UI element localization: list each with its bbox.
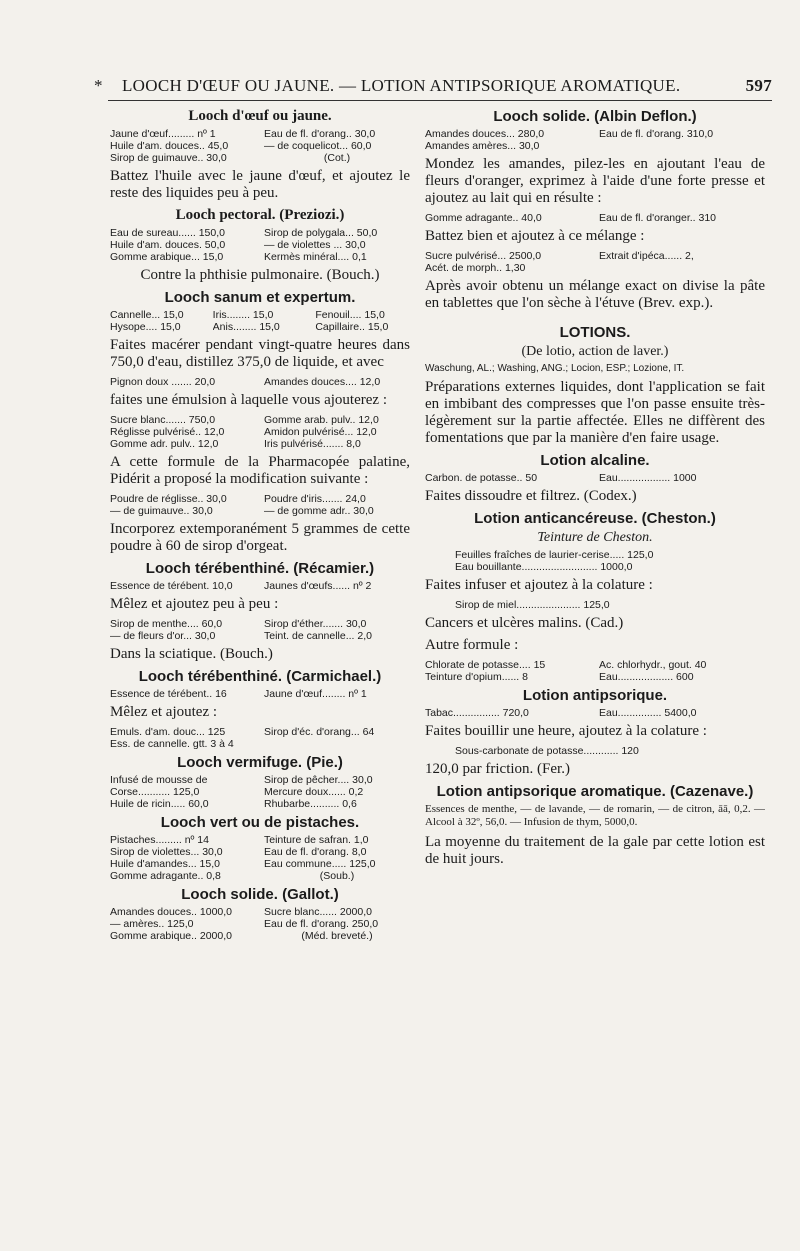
ingredient-table bbox=[110, 834, 410, 882]
ingredient-line: Infusé de mousse de bbox=[110, 774, 208, 786]
formula-text: Essences de menthe, — de lavande, — de romarin, — de citron, āā, 0,2. — Alcool à 32º, 56,0. — Infusion de thym, 5000,0. bbox=[425, 803, 765, 828]
instruction-text: La moyenne du traitement de la gale par cette lotion est de huit jours. bbox=[425, 834, 765, 867]
instruction-text: Faites bouillir une heure, ajoutez à la colature : bbox=[425, 723, 707, 739]
instruction-text: Mondez les amandes, pilez-les en ajoutant l'eau de fleurs d'oranger, exprimez à l'aide d'une forte presse et ajoutez au lait qui en résulte : bbox=[425, 156, 765, 206]
ingredient-line: Gomme arabique... 15,0 bbox=[110, 251, 224, 263]
instruction-text: Faites macérer pendant vingt-quatre heures dans 750,0 d'eau, distillez 375,0 de liquide, et avec bbox=[110, 337, 410, 370]
ingredient-line: Amandes douces.. 1000,0 bbox=[110, 906, 233, 918]
ingredient-table bbox=[425, 745, 765, 757]
ingredient-table bbox=[110, 309, 410, 333]
ingredient-line: Iris pulvérisé....... 8,0 bbox=[264, 438, 361, 450]
ingredient-line: Pistaches......... nº 14 bbox=[110, 834, 209, 846]
ingredient-line: Feuilles fraîches de laurier-cerise..... 125,0 bbox=[455, 549, 654, 561]
ingredient-line: Acét. de morph.. 1,30 bbox=[425, 262, 526, 274]
instruction-text: 120,0 par friction. (Fer.) bbox=[425, 761, 570, 777]
translations-line bbox=[425, 363, 765, 375]
ingredient-line: Sirop de pêcher.... 30,0 bbox=[264, 774, 373, 786]
ingredient-table bbox=[110, 726, 410, 750]
running-title: LOOCH D'ŒUF OU JAUNE. — LOTION ANTIPSORIQUE AROMATIQUE. bbox=[122, 76, 681, 95]
definition-text: Préparations externes liquides, dont l'application se fait en imbibant des compresses que l'on passe ensuite très-légèrement sur la partie affectée. Elles ne diffèrent des fomentations que par la manière d'en faire usage. bbox=[425, 379, 765, 446]
section-title: Looch pectoral. (Preziozi.) bbox=[175, 207, 345, 223]
ingredient-line: — de coquelicot... 60,0 bbox=[264, 140, 372, 152]
instruction-text: faites une émulsion à laquelle vous ajouterez : bbox=[110, 392, 387, 408]
ingredient-line: — de gomme adr.. 30,0 bbox=[264, 505, 374, 517]
ingredient-table bbox=[110, 493, 410, 517]
source-attribution: (Méd. breveté.) bbox=[301, 930, 373, 942]
ingredient-table bbox=[425, 472, 765, 484]
section-title: Looch d'œuf ou jaune. bbox=[188, 108, 332, 124]
section-title: Lotion antipsorique. bbox=[522, 687, 668, 704]
running-header bbox=[94, 76, 772, 101]
section-title: Lotion antipsorique aromatique. (Cazenave.) bbox=[436, 783, 754, 800]
ingredient-line: Essence de térébent.. 16 bbox=[110, 688, 227, 700]
ingredient-line: Gomme arabique.. 2000,0 bbox=[110, 930, 232, 942]
ingredient-line: Eau de fl. d'orang. 310,0 bbox=[599, 128, 714, 140]
ingredient-line: Ac. chlorhydr., gout. 40 bbox=[599, 659, 707, 671]
instruction-text: Battez bien et ajoutez à ce mélange : bbox=[425, 228, 645, 244]
ingredient-line: Gomme adragante.. 40,0 bbox=[425, 212, 542, 224]
right-column bbox=[425, 104, 765, 1204]
instruction-text: Faites infuser et ajoutez à la colature : bbox=[425, 577, 653, 593]
ingredient-line: Anis........ 15,0 bbox=[212, 321, 280, 333]
source-attribution: (Cot.) bbox=[323, 152, 351, 164]
instruction-text: Faites dissoudre et filtrez. (Codex.) bbox=[425, 488, 637, 504]
section-title: Lotion alcaline. bbox=[540, 452, 650, 469]
translations-text: Waschung, AL.; Washing, ANG.; Locion, ESP.; Lozione, IT. bbox=[425, 363, 685, 374]
ingredient-table bbox=[110, 414, 410, 450]
ingredient-line: — de guimauve.. 30,0 bbox=[110, 505, 213, 517]
ingredient-line: Sirop de miel...................... 125,0 bbox=[455, 599, 610, 611]
instruction-text: Battez l'huile avec le jaune d'œuf, et ajoutez le reste des liquides peu à peu. bbox=[110, 168, 410, 201]
ingredient-line: Gomme arab. pulv.. 12,0 bbox=[264, 414, 379, 426]
ingredient-table bbox=[425, 549, 765, 573]
ingredient-line: Huile de ricin..... 60,0 bbox=[110, 798, 209, 810]
ingredient-line: — de violettes ... 30,0 bbox=[264, 239, 366, 251]
ingredient-line: Sucre blanc...... 2000,0 bbox=[264, 906, 372, 918]
ingredient-line: Teinture d'opium...... 8 bbox=[425, 671, 528, 683]
ingredient-line: Eau.................. 1000 bbox=[599, 472, 697, 484]
ingredient-line: Poudre de réglisse.. 30,0 bbox=[110, 493, 227, 505]
chapter-title: LOTIONS. bbox=[559, 324, 631, 341]
section-title: Looch vermifuge. (Pie.) bbox=[177, 754, 343, 771]
ingredient-line: Sirop d'éc. d'orang... 64 bbox=[264, 726, 375, 738]
section-title: Lotion anticancéreuse. (Cheston.) bbox=[474, 510, 716, 527]
etymology-line: (De lotio, action de laver.) bbox=[521, 344, 669, 359]
ingredient-line: Huile d'am. douces. 50,0 bbox=[110, 239, 226, 251]
ingredient-line: Chlorate de potasse.... 15 bbox=[425, 659, 546, 671]
section-title: Looch térébenthiné. (Carmichael.) bbox=[138, 668, 382, 685]
ingredient-line: Iris........ 15,0 bbox=[212, 309, 274, 321]
instruction-text: Contre la phthisie pulmonaire. (Bouch.) bbox=[140, 267, 380, 283]
ingredient-line: Eau de fl. d'orang. 250,0 bbox=[264, 918, 379, 930]
ingredient-table bbox=[110, 774, 410, 810]
ingredient-line: Carbon. de potasse.. 50 bbox=[425, 472, 538, 484]
ingredient-line: Corse........... 125,0 bbox=[110, 786, 200, 798]
ingredient-line: Jaune d'œuf......... nº 1 bbox=[110, 128, 216, 140]
ingredient-line: Sucre blanc....... 750,0 bbox=[110, 414, 216, 426]
ingredient-table bbox=[425, 599, 765, 611]
left-column bbox=[110, 104, 410, 1204]
ingredient-line: Gomme adr. pulv.. 12,0 bbox=[110, 438, 219, 450]
instruction-text: Cancers et ulcères malins. (Cad.) bbox=[425, 615, 624, 631]
ingredient-line: Amandes amères... 30,0 bbox=[425, 140, 540, 152]
ingredient-line: Sirop de violettes... 30,0 bbox=[110, 846, 223, 858]
ingredient-table bbox=[110, 618, 410, 642]
ingredient-line: Extrait d'ipéca...... 2, bbox=[599, 250, 694, 262]
instruction-text: A cette formule de la Pharmacopée palatine, Pidérit a proposé la modification suivante : bbox=[110, 454, 410, 487]
instruction-text: Incorporez extemporanément 5 grammes de cette poudre à 60 de sirop d'orgeat. bbox=[110, 521, 410, 554]
ingredient-line: Teinture de safran. 1,0 bbox=[264, 834, 369, 846]
instruction-text: Dans la sciatique. (Bouch.) bbox=[110, 646, 273, 662]
ingredient-line: — amères.. 125,0 bbox=[110, 918, 194, 930]
ingredient-line: Capillaire.. 15,0 bbox=[315, 321, 389, 333]
ingredient-line: Ess. de cannelle. gtt. 3 à 4 bbox=[110, 738, 234, 750]
ingredient-line: Rhubarbe.......... 0,6 bbox=[264, 798, 357, 810]
ingredient-line: Sirop de guimauve.. 30,0 bbox=[110, 152, 227, 164]
ingredient-line: Poudre d'iris....... 24,0 bbox=[264, 493, 366, 505]
ingredient-table bbox=[425, 128, 765, 152]
ingredient-line: Cannelle... 15,0 bbox=[110, 309, 184, 321]
page-number: 597 bbox=[745, 76, 772, 95]
ingredient-line: Jaunes d'œufs...... nº 2 bbox=[264, 580, 372, 592]
ingredient-line: Huile d'amandes... 15,0 bbox=[110, 858, 220, 870]
ingredient-line: Sous-carbonate de potasse............ 120 bbox=[455, 745, 639, 757]
ingredient-line: Hysope.... 15,0 bbox=[110, 321, 181, 333]
instruction-text: Autre formule : bbox=[425, 637, 519, 653]
ingredient-table bbox=[425, 707, 765, 719]
source-attribution: (Soub.) bbox=[319, 870, 355, 882]
section-title: Looch térébenthiné. (Récamier.) bbox=[145, 560, 375, 577]
section-title: Looch solide. (Albin Deflon.) bbox=[493, 108, 697, 125]
ingredient-table bbox=[110, 906, 410, 942]
ingredient-line: Amandes douces... 280,0 bbox=[425, 128, 545, 140]
ingredient-line: — de fleurs d'or... 30,0 bbox=[110, 630, 216, 642]
ingredient-line: Eau de fl. d'oranger.. 310 bbox=[599, 212, 717, 224]
ingredient-line: Sirop d'éther....... 30,0 bbox=[264, 618, 367, 630]
ingredient-line: Pignon doux ....... 20,0 bbox=[110, 376, 216, 388]
ingredient-line: Eau bouillante.......................... 1000,0 bbox=[455, 561, 633, 573]
ingredient-line: Essence de térébent. 10,0 bbox=[110, 580, 233, 592]
ingredient-table bbox=[425, 659, 765, 683]
ingredient-line: Sucre pulvérisé... 2500,0 bbox=[425, 250, 542, 262]
ingredient-line: Sirop de menthe.... 60,0 bbox=[110, 618, 223, 630]
ingredient-line: Amidon pulvérisé... 12,0 bbox=[264, 426, 377, 438]
ingredient-line: Huile d'am. douces.. 45,0 bbox=[110, 140, 229, 152]
ingredient-line: Eau commune..... 125,0 bbox=[264, 858, 376, 870]
ingredient-table bbox=[110, 128, 410, 164]
ingredient-line: Eau............... 5400,0 bbox=[599, 707, 697, 719]
ingredient-line: Mercure doux...... 0,2 bbox=[264, 786, 364, 798]
header-asterisk: * bbox=[94, 76, 103, 95]
ingredient-line: Emuls. d'am. douc... 125 bbox=[110, 726, 226, 738]
section-title: Looch vert ou de pistaches. bbox=[160, 814, 360, 831]
ingredient-table bbox=[110, 227, 410, 263]
ingredient-line: Gomme adragante.. 0,8 bbox=[110, 870, 221, 882]
instruction-text: Mêlez et ajoutez peu à peu : bbox=[110, 596, 279, 612]
ingredient-table bbox=[110, 376, 410, 388]
ingredient-line: Fenouil.... 15,0 bbox=[315, 309, 385, 321]
ingredient-line: Sirop de polygala... 50,0 bbox=[264, 227, 378, 239]
ingredient-line: Tabac................ 720,0 bbox=[425, 707, 529, 719]
ingredient-table bbox=[425, 212, 765, 224]
ingredient-line: Jaune d'œuf........ nº 1 bbox=[264, 688, 367, 700]
ingredient-table bbox=[110, 688, 410, 700]
ingredient-line: Réglisse pulvérisé.. 12,0 bbox=[110, 426, 225, 438]
section-title: Looch solide. (Gallot.) bbox=[181, 886, 339, 903]
ingredient-table bbox=[425, 250, 765, 274]
ingredient-line: Eau de fl. d'orang.. 30,0 bbox=[264, 128, 376, 140]
section-title: Looch sanum et expertum. bbox=[164, 289, 356, 306]
ingredient-line: Amandes douces.... 12,0 bbox=[264, 376, 381, 388]
instruction-text: Après avoir obtenu un mélange exact on divise la pâte en tablettes que l'on sèche à l'étuve (Brev. exp.). bbox=[425, 278, 765, 311]
section-subtitle: Teinture de Cheston. bbox=[537, 530, 653, 545]
ingredient-line: Kermès minéral.... 0,1 bbox=[264, 251, 367, 263]
ingredient-line: Eau de fl. d'orang. 8,0 bbox=[264, 846, 367, 858]
ingredient-line: Eau de sureau...... 150,0 bbox=[110, 227, 225, 239]
ingredient-line: Teint. de cannelle... 2,0 bbox=[264, 630, 372, 642]
ingredient-table bbox=[110, 580, 410, 592]
instruction-text: Mêlez et ajoutez : bbox=[110, 704, 218, 720]
ingredient-line: Eau................... 600 bbox=[599, 671, 694, 683]
